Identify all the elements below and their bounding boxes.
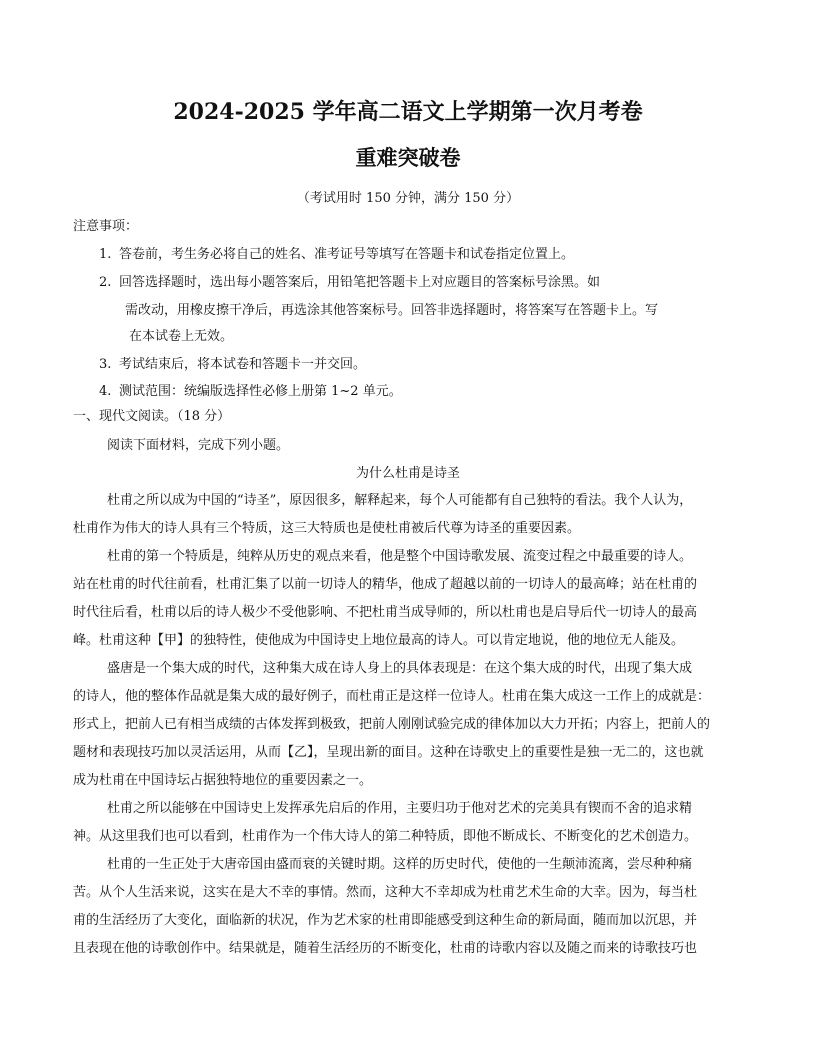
article-line: 盛唐是一个集大成的时代，这种集大成在诗人身上的具体表现是：在这个集大成的时代，出现了集大成 [107, 661, 693, 676]
article-line: 时代往后看，杜甫以后的诗人极少不受他影响、不把杜甫当成导师的，所以杜甫也是启导后代一切诗人的最高 [73, 605, 698, 620]
article-line: 的诗人，他的整体作品就是集大成的最好例子，而杜甫正是这样一位诗人。杜甫在集大成这一工作上的成就是： [73, 689, 711, 704]
notice-heading: 注意事项： [73, 219, 139, 234]
notice-item-text: 在本试卷上无效。 [129, 329, 234, 344]
article-line: 题材和表现技巧加以灵活运用，从而【乙】，呈现出新的面目。这种在诗歌史上的重要性是独一无二的，这也就 [73, 745, 704, 760]
article-line: 神。从这里我们也可以看到，杜甫作为一个伟大诗人的第二种特质，即他不断成长、不断变化的艺术创造力。 [73, 829, 698, 844]
notice-item-2-continued [125, 302, 658, 320]
exam-duration-info: （考试用时 150 分钟，满分 150 分） [296, 191, 520, 206]
article-line: 杜甫之所以能够在中国诗史上发挥承先启后的作用，主要归功于他对艺术的完美具有锲而不舍的追求精 [107, 801, 693, 816]
article-line: 峰。杜甫这种【甲】的独特性，使他成为中国诗史上地位最高的诗人。可以肯定地说，他的地位无人能及。 [73, 633, 685, 648]
article-title: 为什么杜甫是诗圣 [355, 466, 460, 481]
exam-subtitle: 重难突破卷 [355, 145, 461, 170]
exam-title: 2024-2025 学年高二语文上学期第一次月考卷 [173, 99, 643, 125]
notice-item-text: 考试结束后，将本试卷和答题卡一并交回。 [119, 357, 367, 372]
notice-item-text: 回答选择题时，选出每小题答案后，用铅笔把答题卡上对应题目的答案标号涂黑。如 [119, 275, 601, 290]
notice-item-2 [99, 274, 600, 292]
section-instruction: 阅读下面材料，完成下列小题。 [107, 438, 290, 453]
notice-item-text: 答卷前，考生务必将自己的姓名、准考证号等填写在答题卡和试卷指定位置上。 [119, 247, 575, 262]
article-line: 且表现在他的诗歌创作中。结果就是，随着生活经历的不断变化，杜甫的诗歌内容以及随之而来的诗歌技巧也 [73, 941, 698, 956]
article-line: 形式上，把前人已有相当成绩的古体发挥到极致，把前人刚刚试验完成的律体加以大力开拓；内容上，把前人的 [73, 717, 711, 732]
notice-item-1 [99, 246, 574, 264]
notice-item-number: 2. [99, 275, 112, 290]
notice-item-number: 3. [99, 357, 112, 372]
article-line: 苦。从个人生活来说，这实在是大不幸的事情。然而，这种大不幸却成为杜甫艺术生命的大幸。因为，每当杜 [73, 885, 698, 900]
section-heading: 一、现代文阅读。（18 分） [73, 409, 231, 424]
notice-item-number: 1. [99, 247, 112, 262]
article-line: 杜甫之所以成为中国的“诗圣”，原因很多，解释起来，每个人可能都有自己独特的看法。我个人认为， [107, 493, 693, 508]
notice-item-2-continued-end [129, 328, 233, 346]
notice-item-text: 需改动，用橡皮擦干净后，再选涂其他答案标号。回答非选择题时，将答案写在答题卡上。写 [125, 303, 659, 318]
article-line: 杜甫的第一个特质是，纯粹从历史的观点来看，他是整个中国诗歌发展、流变过程之中最重要的诗人。 [107, 549, 693, 564]
article-line: 杜甫作为伟大的诗人具有三个特质，这三大特质也是使杜甫被后代尊为诗圣的重要因素。 [73, 521, 581, 536]
article-line: 杜甫的一生正处于大唐帝国由盛而衰的关键时期。这样的历史时代，使他的一生颠沛流离，尝尽种种痛 [107, 857, 693, 872]
notice-item-4 [99, 383, 402, 401]
notice-item-number: 4. [99, 384, 112, 399]
article-line: 成为杜甫在中国诗坛占据独特地位的重要因素之一。 [73, 773, 373, 788]
notice-item-3 [99, 356, 366, 374]
article-line: 甫的生活经历了大变化，面临新的状况，作为艺术家的杜甫即能感受到这种生命的新局面，随而加以沉思，并 [73, 913, 698, 928]
article-line: 站在杜甫的时代往前看，杜甫汇集了以前一切诗人的精华，他成了超越以前的一切诗人的最高峰；站在杜甫的 [73, 577, 698, 592]
notice-item-text: 测试范围：统编版选择性必修上册第 1~2 单元。 [119, 384, 402, 399]
